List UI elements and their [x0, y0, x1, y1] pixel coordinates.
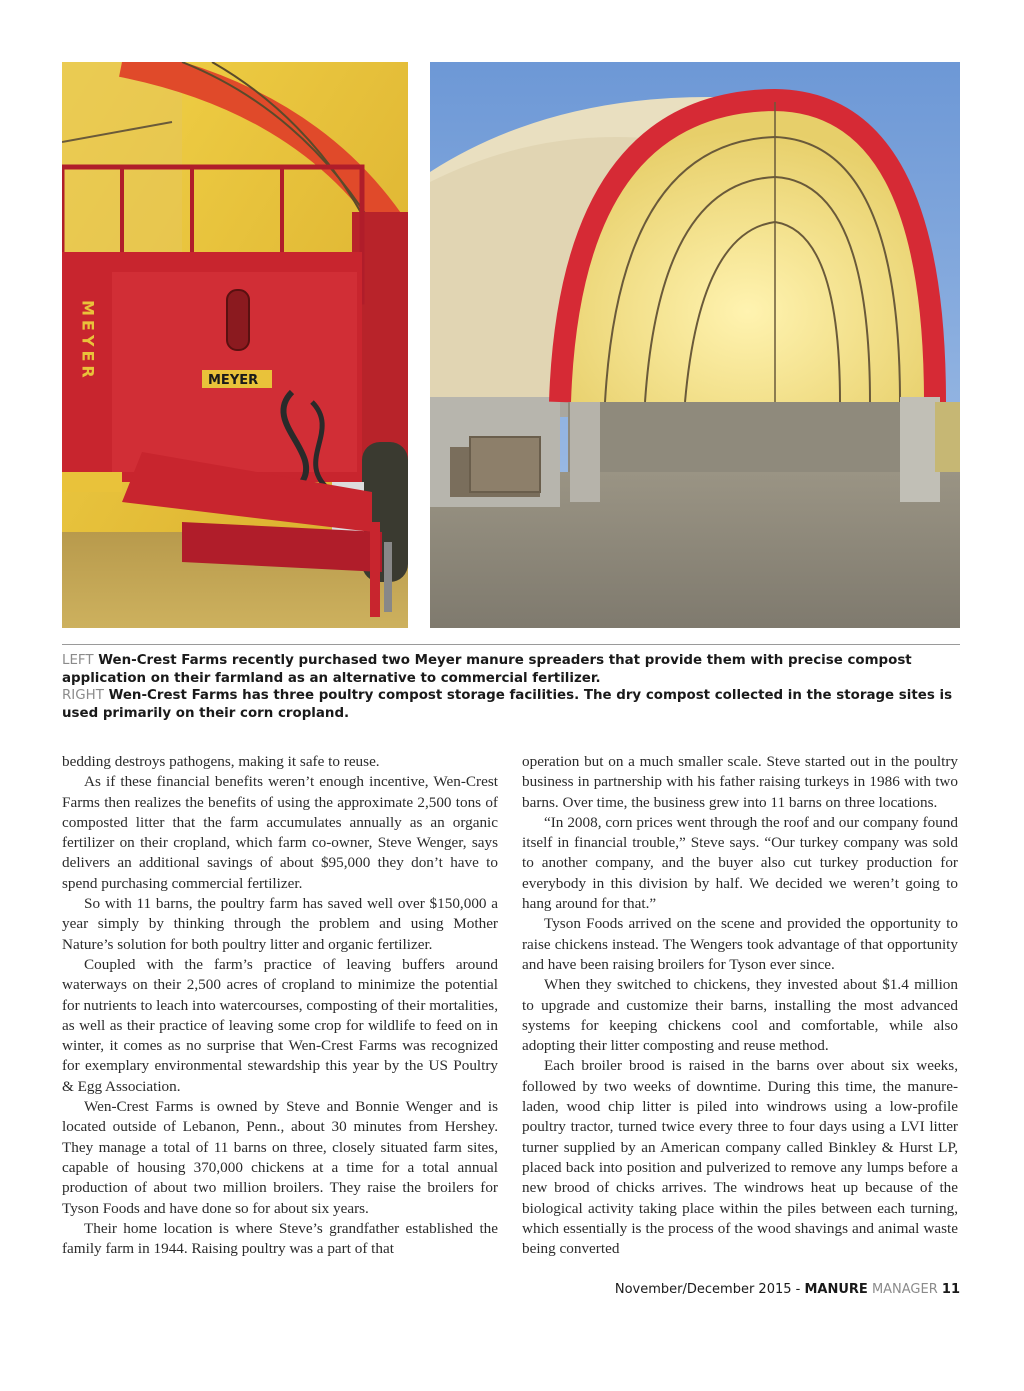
caption-text-left: Wen-Crest Farms recently purchased two Meyer manure spreaders that provide them with precise compost application on their farmland as an alternative to commercial fertilizer. — [62, 653, 912, 686]
caption-divider — [62, 644, 960, 645]
caption-tag-left: LEFT — [62, 653, 94, 668]
spreader-side-label: MEYER — [78, 300, 98, 382]
caption-tag-right: RIGHT — [62, 688, 104, 704]
article-paragraph: As if these financial benefits weren’t enough incentive, Wen-Crest Farms then realizes the benefits of using the approximate 2,500 tons of composted litter that the farm accumulates annually as an organic fertilizer on their cropland, which farm co-owner, Steve Wenger, says delivers an additional savings of about $95,000 they don’t have to spend purchasing commercial fertilizer. — [62, 773, 498, 892]
caption-text-right: Wen-Crest Farms has three poultry compost storage facilities. The dry compost collected in the storage sites is used primarily on their corn cropland. — [62, 688, 953, 721]
footer-issue: November/December 2015 - — [614, 1282, 805, 1297]
article-paragraph: Their home location is where Steve’s grandfather established the family farm in 1944. Raising poultry was a part of that — [62, 1219, 498, 1258]
article-paragraph: Tyson Foods arrived on the scene and provided the opportunity to raise chickens instead. The Wengers took advantage of that opportunity and have been raising broilers for Tyson ever since. — [522, 915, 958, 973]
page-number: 11 — [941, 1282, 960, 1297]
caption-right — [62, 687, 960, 722]
article-paragraph: “In 2008, corn prices went through the roof and our company found itself in financial trouble,” Steve says. “Our turkey company was sold to another company, and the buyer also cut turkey production for everybody in this division by half. We decided we weren’t going to hang around for that.” — [522, 813, 958, 913]
manure-spreader-illustration — [62, 62, 408, 628]
compost-storage-illustration — [430, 62, 960, 628]
article-paragraph: Wen-Crest Farms is owned by Steve and Bonnie Wenger and is located outside of Lebanon, Penn., about 30 minutes from Hershey. They manage a total of 11 barns on three, closely situated farm sites, capable of housing 370,000 chickens at a time for a total annual production of about two million broilers. They raise the broilers for Tyson Foods and have done so for about six years. — [62, 1098, 498, 1217]
photo-manure-spreader — [62, 62, 408, 628]
article-paragraph: When they switched to chickens, they invested about $1.4 million to upgrade and customize their barns, installing the most advanced systems for keeping chickens cool and comfortable, while also adopting their litter composting and reuse method. — [522, 976, 958, 1055]
spreader-brand-label: MEYER — [208, 373, 259, 388]
article-paragraph: So with 11 barns, the poultry farm has saved well over $150,000 a year simply by thinking through the problem and using Mother Nature’s solution for both poultry litter and organic fertilizer. — [62, 895, 498, 953]
footer-brand-bold: MANURE — [804, 1282, 868, 1297]
photo-compost-storage — [430, 62, 960, 628]
article-paragraph: operation but on a much smaller scale. Steve started out in the poultry business in partnership with his father raising turkeys in 1986 with two barns. Over time, the business grew into 11 barns on three locations. — [522, 753, 958, 811]
article-paragraph: bedding destroys pathogens, making it safe to reuse. — [62, 753, 380, 770]
page-footer — [615, 1282, 960, 1297]
article-paragraph: Each broiler brood is raised in the barns over about six weeks, followed by two weeks of downtime. During this time, the manure-laden, wood chip litter is piled into windrows using a low-profile poultry tractor, turned twice every three to four days using a LVI litter turner supplied by an American company called Binkley & Hurst LP, placed back into position and pulverized to remove any lumps before a new brood of chicks arrives. The windrows heat up because of the biological activity taking place within the piles between each turning, which essentially is the process of the wood shavings and animal waste being converted — [522, 1057, 958, 1258]
footer-brand-light: MANAGER — [871, 1282, 938, 1297]
photo-captions — [62, 652, 960, 722]
article-paragraph: Coupled with the farm’s practice of leaving buffers around waterways on their 2,500 acres of cropland to minimize the potential for nutrients to leach into watercourses, composting of their mortalities, as well as their practice of leaving some crop for wildlife to feed on in winter, it comes as no surprise that Wen-Crest Farms was recognized for exemplary environmental stewardship this year by the US Poultry & Egg Association. — [62, 955, 498, 1095]
article-column-right — [522, 752, 958, 1259]
caption-left — [62, 652, 960, 687]
article-column-left — [62, 752, 498, 1259]
